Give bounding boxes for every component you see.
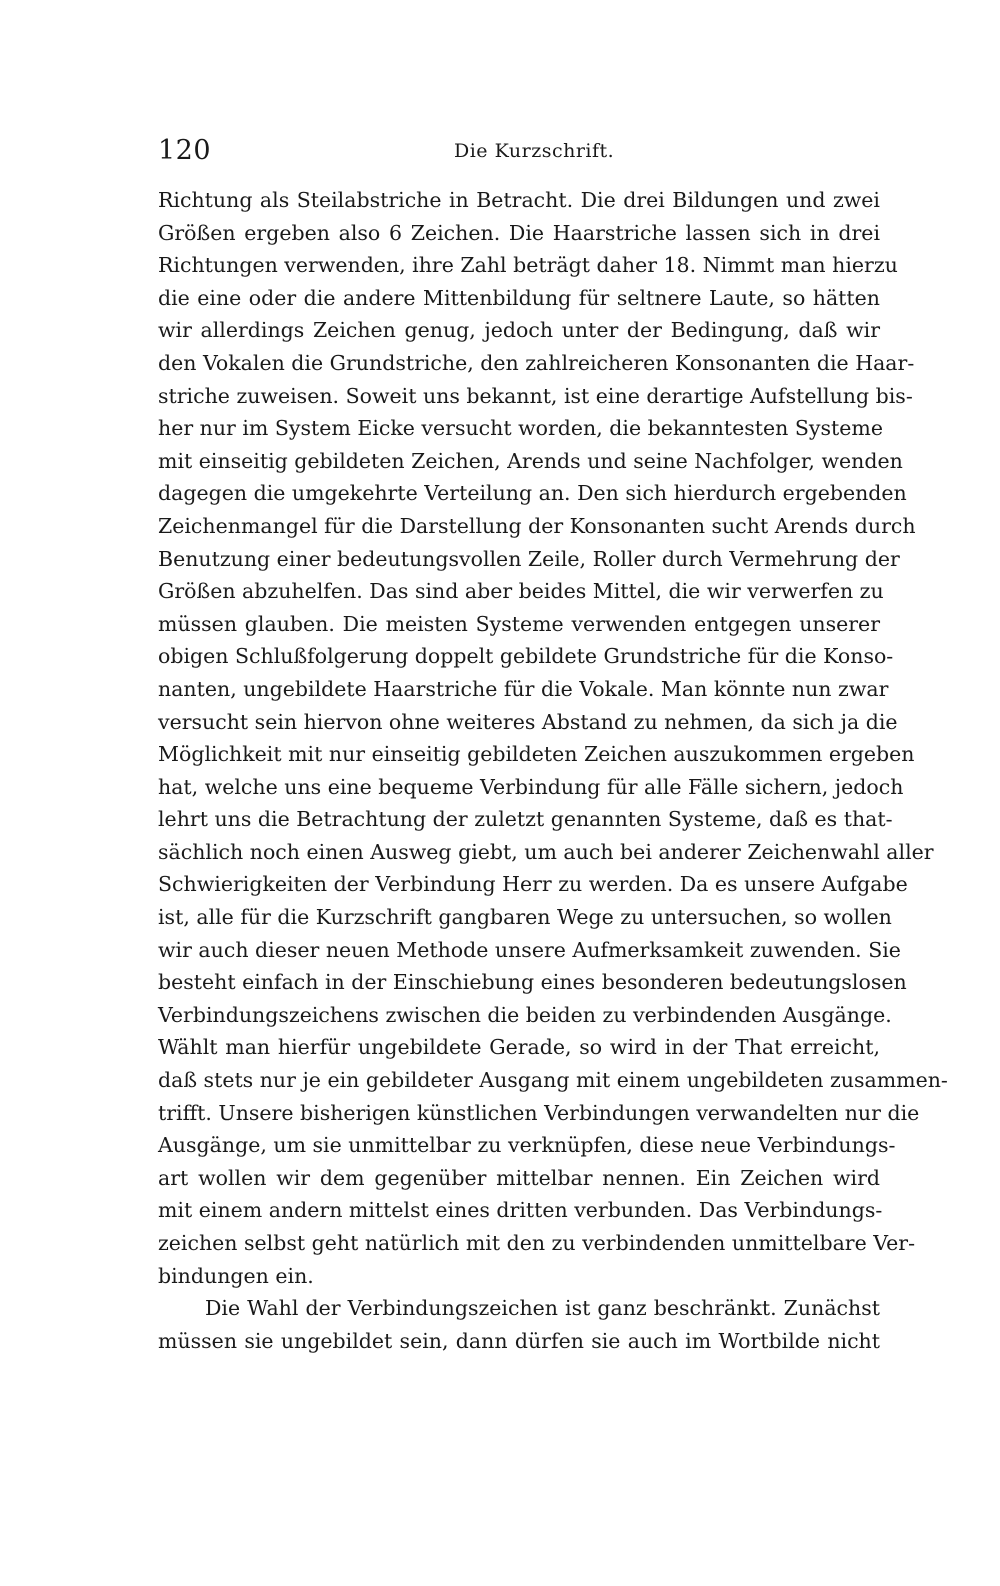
text-line: Größen abzuhelfen. Das sind aber beides Mittel, die wir verwerfen zu bbox=[158, 579, 884, 604]
text-line: nanten, ungebildete Haarstriche für die Vokale. Man könnte nun zwar bbox=[158, 676, 889, 701]
text-line: Verbindungszeichens zwischen die beiden zu verbindenden Ausgänge. bbox=[158, 1002, 892, 1027]
text-line: mit einseitig gebildeten Zeichen, Arends und seine Nachfolger, wenden bbox=[158, 448, 903, 473]
text-line: art wollen wir dem gegenüber mittelbar nennen. Ein Zeichen wird bbox=[158, 1165, 880, 1190]
text-line: Wählt man hierfür ungebildete Gerade, so wird in der That erreicht, bbox=[158, 1035, 880, 1060]
text-line: müssen glauben. Die meisten Systeme verwenden entgegen unserer bbox=[158, 611, 880, 636]
text-line: besteht einfach in der Einschiebung eines besonderen bedeutungslosen bbox=[158, 970, 907, 995]
text-line: versucht sein hiervon ohne weiteres Abstand zu nehmen, da sich ja die bbox=[158, 709, 898, 734]
text-line: lehrt uns die Betrachtung der zuletzt genannten Systeme, daß es that- bbox=[158, 807, 893, 832]
text-line: obigen Schlußfolgerung doppelt gebildete Grundstriche für die Konso- bbox=[158, 644, 894, 669]
text-line: Schwierigkeiten der Verbindung Herr zu werden. Da es unsere Aufgabe bbox=[158, 872, 908, 897]
text-line: mit einem andern mittelst eines dritten verbunden. Das Verbindungs- bbox=[158, 1198, 883, 1223]
text-line: wir allerdings Zeichen genug, jedoch unter der Bedingung, daß wir bbox=[158, 318, 880, 343]
text-line: striche zuweisen. Soweit uns bekannt, ist eine derartige Aufstellung bis- bbox=[158, 383, 913, 408]
text-line: dagegen die umgekehrte Verteilung an. Den sich hierdurch ergebenden bbox=[158, 481, 907, 506]
text-line: Möglichkeit mit nur einseitig gebildeten Zeichen auszukommen ergeben bbox=[158, 742, 915, 767]
text-line: hat, welche uns eine bequeme Verbindung für alle Fälle sichern, jedoch bbox=[158, 774, 904, 799]
text-line: Richtung als Steilabstriche in Betracht. Die drei Bildungen und zwei bbox=[158, 188, 880, 212]
page-number: 120 bbox=[158, 135, 212, 166]
text-line: Größen ergeben also 6 Zeichen. Die Haarstriche lassen sich in drei bbox=[158, 220, 880, 245]
text-line: müssen sie ungebildet sein, dann dürfen sie auch im Wortbilde nicht bbox=[158, 1328, 880, 1353]
text-line: die eine oder die andere Mittenbildung für seltnere Laute, so hätten bbox=[158, 285, 880, 310]
text-line: zeichen selbst geht natürlich mit den zu verbindenden unmittelbare Ver- bbox=[158, 1231, 916, 1255]
running-title: Die Kurzschrift. bbox=[454, 140, 615, 162]
text-line: trifft. Unsere bisherigen künstlichen Verbindungen verwandelten nur die bbox=[158, 1100, 920, 1125]
paragraph-start-line: Die Wahl der Verbindungszeichen ist ganz beschränkt. Zunächst bbox=[205, 1296, 880, 1321]
paragraph-end-line: bindungen ein. bbox=[158, 1263, 314, 1288]
text-line: Zeichenmangel für die Darstellung der Konsonanten sucht Arends durch bbox=[158, 513, 916, 538]
text-line: wir auch dieser neuen Methode unsere Aufmerksamkeit zuwenden. Sie bbox=[158, 937, 901, 962]
text-line: den Vokalen die Grundstriche, den zahlreicheren Konsonanten die Haar- bbox=[158, 350, 915, 375]
text-line: daß stets nur je ein gebildeter Ausgang mit einem ungebildeten zusammen- bbox=[158, 1068, 948, 1093]
page-header bbox=[158, 135, 880, 175]
text-line: sächlich noch einen Ausweg giebt, um auch bei anderer Zeichenwahl aller bbox=[158, 839, 934, 864]
body-text bbox=[158, 184, 948, 1357]
text-line: Richtungen verwenden, ihre Zahl beträgt daher 18. Nimmt man hierzu bbox=[158, 253, 898, 278]
text-line: Benutzung einer bedeutungsvollen Zeile, Roller durch Vermehrung der bbox=[158, 546, 900, 571]
text-line: Ausgänge, um sie unmittelbar zu verknüpfen, diese neue Verbindungs- bbox=[158, 1133, 896, 1158]
text-line: her nur im System Eicke versucht worden, die bekanntesten Systeme bbox=[158, 416, 883, 441]
text-line: ist, alle für die Kurzschrift gangbaren Wege zu untersuchen, so wollen bbox=[158, 905, 892, 930]
